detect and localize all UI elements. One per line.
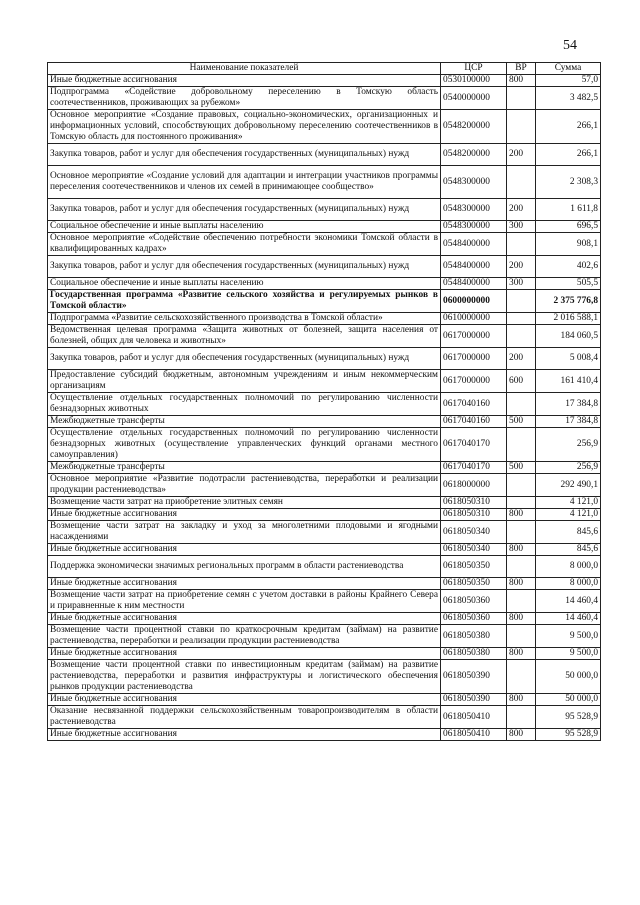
cell-csr: 0540000000 [441, 87, 507, 110]
table-row [48, 416, 601, 428]
cell-name: Социальное обеспечение и иные выплаты населению [48, 278, 441, 290]
cell-name: Социальное обеспечение и иные выплаты населению [48, 221, 441, 233]
cell-csr: 0618050350 [441, 578, 507, 590]
table-row [48, 348, 601, 370]
cell-name: Основное мероприятие «Развитие подотрасли растениеводства, переработки и реализации продукции растениеводства» [48, 474, 441, 497]
cell-sum: 2 308,3 [536, 166, 601, 199]
cell-vr: 200 [507, 144, 536, 166]
cell-sum: 95 528,9 [536, 729, 601, 741]
cell-csr: 0610000000 [441, 313, 507, 325]
cell-csr: 0618050380 [441, 625, 507, 648]
cell-sum: 8 000,0 [536, 556, 601, 578]
cell-sum: 1 611,8 [536, 199, 601, 221]
table-row [48, 233, 601, 256]
cell-csr: 0548300000 [441, 199, 507, 221]
table-row [48, 278, 601, 290]
cell-name: Возмещение части затрат на закладку и уход за многолетними плодовыми и ягодными насаждениями [48, 521, 441, 544]
cell-name: Возмещение части затрат на приобретение элитных семян [48, 497, 441, 509]
cell-vr [507, 521, 536, 544]
table-row [48, 578, 601, 590]
table-row [48, 370, 601, 393]
cell-csr: 0618050390 [441, 694, 507, 706]
cell-vr: 800 [507, 544, 536, 556]
table-row [48, 199, 601, 221]
cell-name: Осуществление отдельных государственных полномочий по регулированию численности безнадзорных животных (осуществление управленческих функций органами местного самоуправления) [48, 428, 441, 462]
column-header-sum: Сумма [536, 63, 601, 75]
cell-name: Возмещение части затрат на приобретение семян с учетом доставки в районы Крайнего Севера и приравненные к ним местности [48, 590, 441, 613]
table-row [48, 313, 601, 325]
cell-sum: 8 000,0 [536, 578, 601, 590]
cell-vr: 200 [507, 199, 536, 221]
table-row [48, 290, 601, 313]
cell-sum: 5 008,4 [536, 348, 601, 370]
cell-name: Иные бюджетные ассигнования [48, 75, 441, 87]
cell-sum: 50 000,0 [536, 660, 601, 694]
cell-vr [507, 590, 536, 613]
table-row [48, 544, 601, 556]
cell-csr: 0618050340 [441, 521, 507, 544]
cell-csr: 0617040170 [441, 462, 507, 474]
cell-vr: 800 [507, 578, 536, 590]
cell-sum: 14 460,4 [536, 613, 601, 625]
cell-name: Иные бюджетные ассигнования [48, 544, 441, 556]
cell-name: Возмещение части процентной ставки по инвестиционным кредитам (займам) на развитие растениеводства, переработки и развития инфраструктуры и логистического обеспечения рынков продукции растениеводства [48, 660, 441, 694]
cell-name: Основное мероприятие «Содействие обеспечению потребности экономики Томской области в квалифицированных кадрах» [48, 233, 441, 256]
cell-csr: 0617000000 [441, 325, 507, 348]
cell-csr: 0618050410 [441, 729, 507, 741]
cell-csr: 0618050340 [441, 544, 507, 556]
cell-sum: 50 000,0 [536, 694, 601, 706]
cell-csr: 0617000000 [441, 348, 507, 370]
cell-vr [507, 110, 536, 144]
cell-csr: 0618050410 [441, 706, 507, 729]
cell-name: Государственная программа «Развитие сельского хозяйства и регулируемых рынков в Томской области» [48, 290, 441, 313]
cell-sum: 17 384,8 [536, 393, 601, 416]
cell-name: Иные бюджетные ассигнования [48, 509, 441, 521]
cell-csr: 0617040160 [441, 393, 507, 416]
cell-vr [507, 474, 536, 497]
cell-sum: 292 490,1 [536, 474, 601, 497]
cell-sum: 256,9 [536, 462, 601, 474]
cell-vr [507, 497, 536, 509]
cell-csr: 0618050310 [441, 497, 507, 509]
cell-vr: 200 [507, 348, 536, 370]
cell-name: Межбюджетные трансферты [48, 462, 441, 474]
table-row [48, 706, 601, 729]
cell-name: Иные бюджетные ассигнования [48, 694, 441, 706]
cell-sum: 256,9 [536, 428, 601, 462]
cell-sum: 505,5 [536, 278, 601, 290]
budget-table [47, 62, 601, 741]
cell-sum: 17 384,8 [536, 416, 601, 428]
cell-sum: 3 482,5 [536, 87, 601, 110]
table-row [48, 729, 601, 741]
cell-sum: 908,1 [536, 233, 601, 256]
cell-name: Подпрограмма «Содействие добровольному переселению в Томскую область соотечественников, проживающих за рубежом» [48, 87, 441, 110]
cell-csr: 0600000000 [441, 290, 507, 313]
cell-name: Осуществление отдельных государственных полномочий по регулированию численности безнадзорных животных [48, 393, 441, 416]
cell-csr: 0530100000 [441, 75, 507, 87]
table-row [48, 613, 601, 625]
table-row [48, 660, 601, 694]
cell-csr: 0618050360 [441, 590, 507, 613]
cell-csr: 0548400000 [441, 256, 507, 278]
table-row [48, 497, 601, 509]
cell-vr [507, 706, 536, 729]
cell-vr: 500 [507, 416, 536, 428]
table-row [48, 221, 601, 233]
table-body [48, 75, 601, 741]
cell-vr: 600 [507, 370, 536, 393]
table-row [48, 694, 601, 706]
table-row [48, 462, 601, 474]
cell-sum: 95 528,9 [536, 706, 601, 729]
cell-sum: 161 410,4 [536, 370, 601, 393]
table-row [48, 110, 601, 144]
cell-csr: 0617040170 [441, 428, 507, 462]
cell-vr [507, 325, 536, 348]
table-row [48, 166, 601, 199]
cell-csr: 0548300000 [441, 166, 507, 199]
table-row [48, 648, 601, 660]
cell-sum: 4 121,0 [536, 497, 601, 509]
cell-vr [507, 290, 536, 313]
cell-name: Оказание несвязанной поддержки сельскохозяйственным товаропроизводителям в области растениеводства [48, 706, 441, 729]
cell-sum: 57,0 [536, 75, 601, 87]
cell-vr [507, 556, 536, 578]
cell-csr: 0617000000 [441, 370, 507, 393]
cell-name: Иные бюджетные ассигнования [48, 648, 441, 660]
table-row [48, 474, 601, 497]
cell-sum: 2 375 776,8 [536, 290, 601, 313]
cell-sum: 9 500,0 [536, 625, 601, 648]
cell-sum: 845,6 [536, 544, 601, 556]
cell-csr: 0548200000 [441, 110, 507, 144]
cell-name: Иные бюджетные ассигнования [48, 578, 441, 590]
cell-vr: 500 [507, 462, 536, 474]
cell-csr: 0618000000 [441, 474, 507, 497]
cell-name: Предоставление субсидий бюджетным, автономным учреждениям и иным некоммерческим организациям [48, 370, 441, 393]
column-header-csr: ЦСР [441, 63, 507, 75]
cell-csr: 0618050310 [441, 509, 507, 521]
table-row [48, 325, 601, 348]
table-row [48, 521, 601, 544]
table-row [48, 590, 601, 613]
cell-vr [507, 625, 536, 648]
table-row [48, 509, 601, 521]
cell-name: Подпрограмма «Развитие сельскохозяйственного производства в Томской области» [48, 313, 441, 325]
cell-sum: 845,6 [536, 521, 601, 544]
cell-vr: 800 [507, 729, 536, 741]
page-number: 54 [563, 38, 577, 53]
cell-vr: 800 [507, 613, 536, 625]
cell-csr: 0618050360 [441, 613, 507, 625]
cell-name: Основное мероприятие «Создание правовых, социально-экономических, организационных и информационных условий, способствующих добровольному переселению соотечественников в Томскую область для постоянного проживания» [48, 110, 441, 144]
table-row [48, 144, 601, 166]
table-row [48, 428, 601, 462]
cell-vr [507, 87, 536, 110]
cell-sum: 2 016 588,1 [536, 313, 601, 325]
cell-vr: 800 [507, 694, 536, 706]
cell-sum: 402,6 [536, 256, 601, 278]
cell-csr: 0618050350 [441, 556, 507, 578]
table-row [48, 87, 601, 110]
table-header-row [48, 63, 601, 75]
cell-name: Закупка товаров, работ и услуг для обеспечения государственных (муниципальных) нужд [48, 199, 441, 221]
cell-name: Закупка товаров, работ и услуг для обеспечения государственных (муниципальных) нужд [48, 144, 441, 166]
cell-name: Закупка товаров, работ и услуг для обеспечения государственных (муниципальных) нужд [48, 256, 441, 278]
cell-csr: 0618050390 [441, 660, 507, 694]
cell-vr [507, 660, 536, 694]
cell-vr [507, 166, 536, 199]
cell-vr [507, 393, 536, 416]
cell-vr [507, 428, 536, 462]
table-row [48, 75, 601, 87]
cell-sum: 4 121,0 [536, 509, 601, 521]
cell-sum: 184 060,5 [536, 325, 601, 348]
cell-sum: 266,1 [536, 110, 601, 144]
cell-vr: 800 [507, 648, 536, 660]
cell-csr: 0548400000 [441, 278, 507, 290]
table-row [48, 556, 601, 578]
cell-name: Иные бюджетные ассигнования [48, 729, 441, 741]
cell-sum: 9 500,0 [536, 648, 601, 660]
cell-name: Возмещение части процентной ставки по краткосрочным кредитам (займам) на развитие растениеводства, переработки и реализации продукции растениеводства [48, 625, 441, 648]
cell-csr: 0618050380 [441, 648, 507, 660]
column-header-name: Наименование показателей [48, 63, 441, 75]
cell-name: Основное мероприятие «Создание условий для адаптации и интеграции участников программы переселения соотечественников и членов их семей в принимающее сообщество» [48, 166, 441, 199]
table-row [48, 256, 601, 278]
cell-csr: 0548400000 [441, 233, 507, 256]
cell-name: Ведомственная целевая программа «Защита животных от болезней, защита населения от болезней, общих для человека и животных» [48, 325, 441, 348]
cell-sum: 14 460,4 [536, 590, 601, 613]
cell-vr: 800 [507, 509, 536, 521]
table-row [48, 625, 601, 648]
cell-name: Поддержка экономически значимых региональных программ в области растениеводства [48, 556, 441, 578]
cell-vr [507, 313, 536, 325]
cell-name: Закупка товаров, работ и услуг для обеспечения государственных (муниципальных) нужд [48, 348, 441, 370]
table-row [48, 393, 601, 416]
cell-csr: 0548300000 [441, 221, 507, 233]
cell-csr: 0617040160 [441, 416, 507, 428]
cell-sum: 266,1 [536, 144, 601, 166]
cell-vr: 200 [507, 256, 536, 278]
cell-sum: 696,5 [536, 221, 601, 233]
cell-vr: 800 [507, 75, 536, 87]
cell-vr [507, 233, 536, 256]
cell-csr: 0548200000 [441, 144, 507, 166]
cell-vr: 300 [507, 221, 536, 233]
column-header-vr: ВР [507, 63, 536, 75]
cell-vr: 300 [507, 278, 536, 290]
cell-name: Иные бюджетные ассигнования [48, 613, 441, 625]
cell-name: Межбюджетные трансферты [48, 416, 441, 428]
